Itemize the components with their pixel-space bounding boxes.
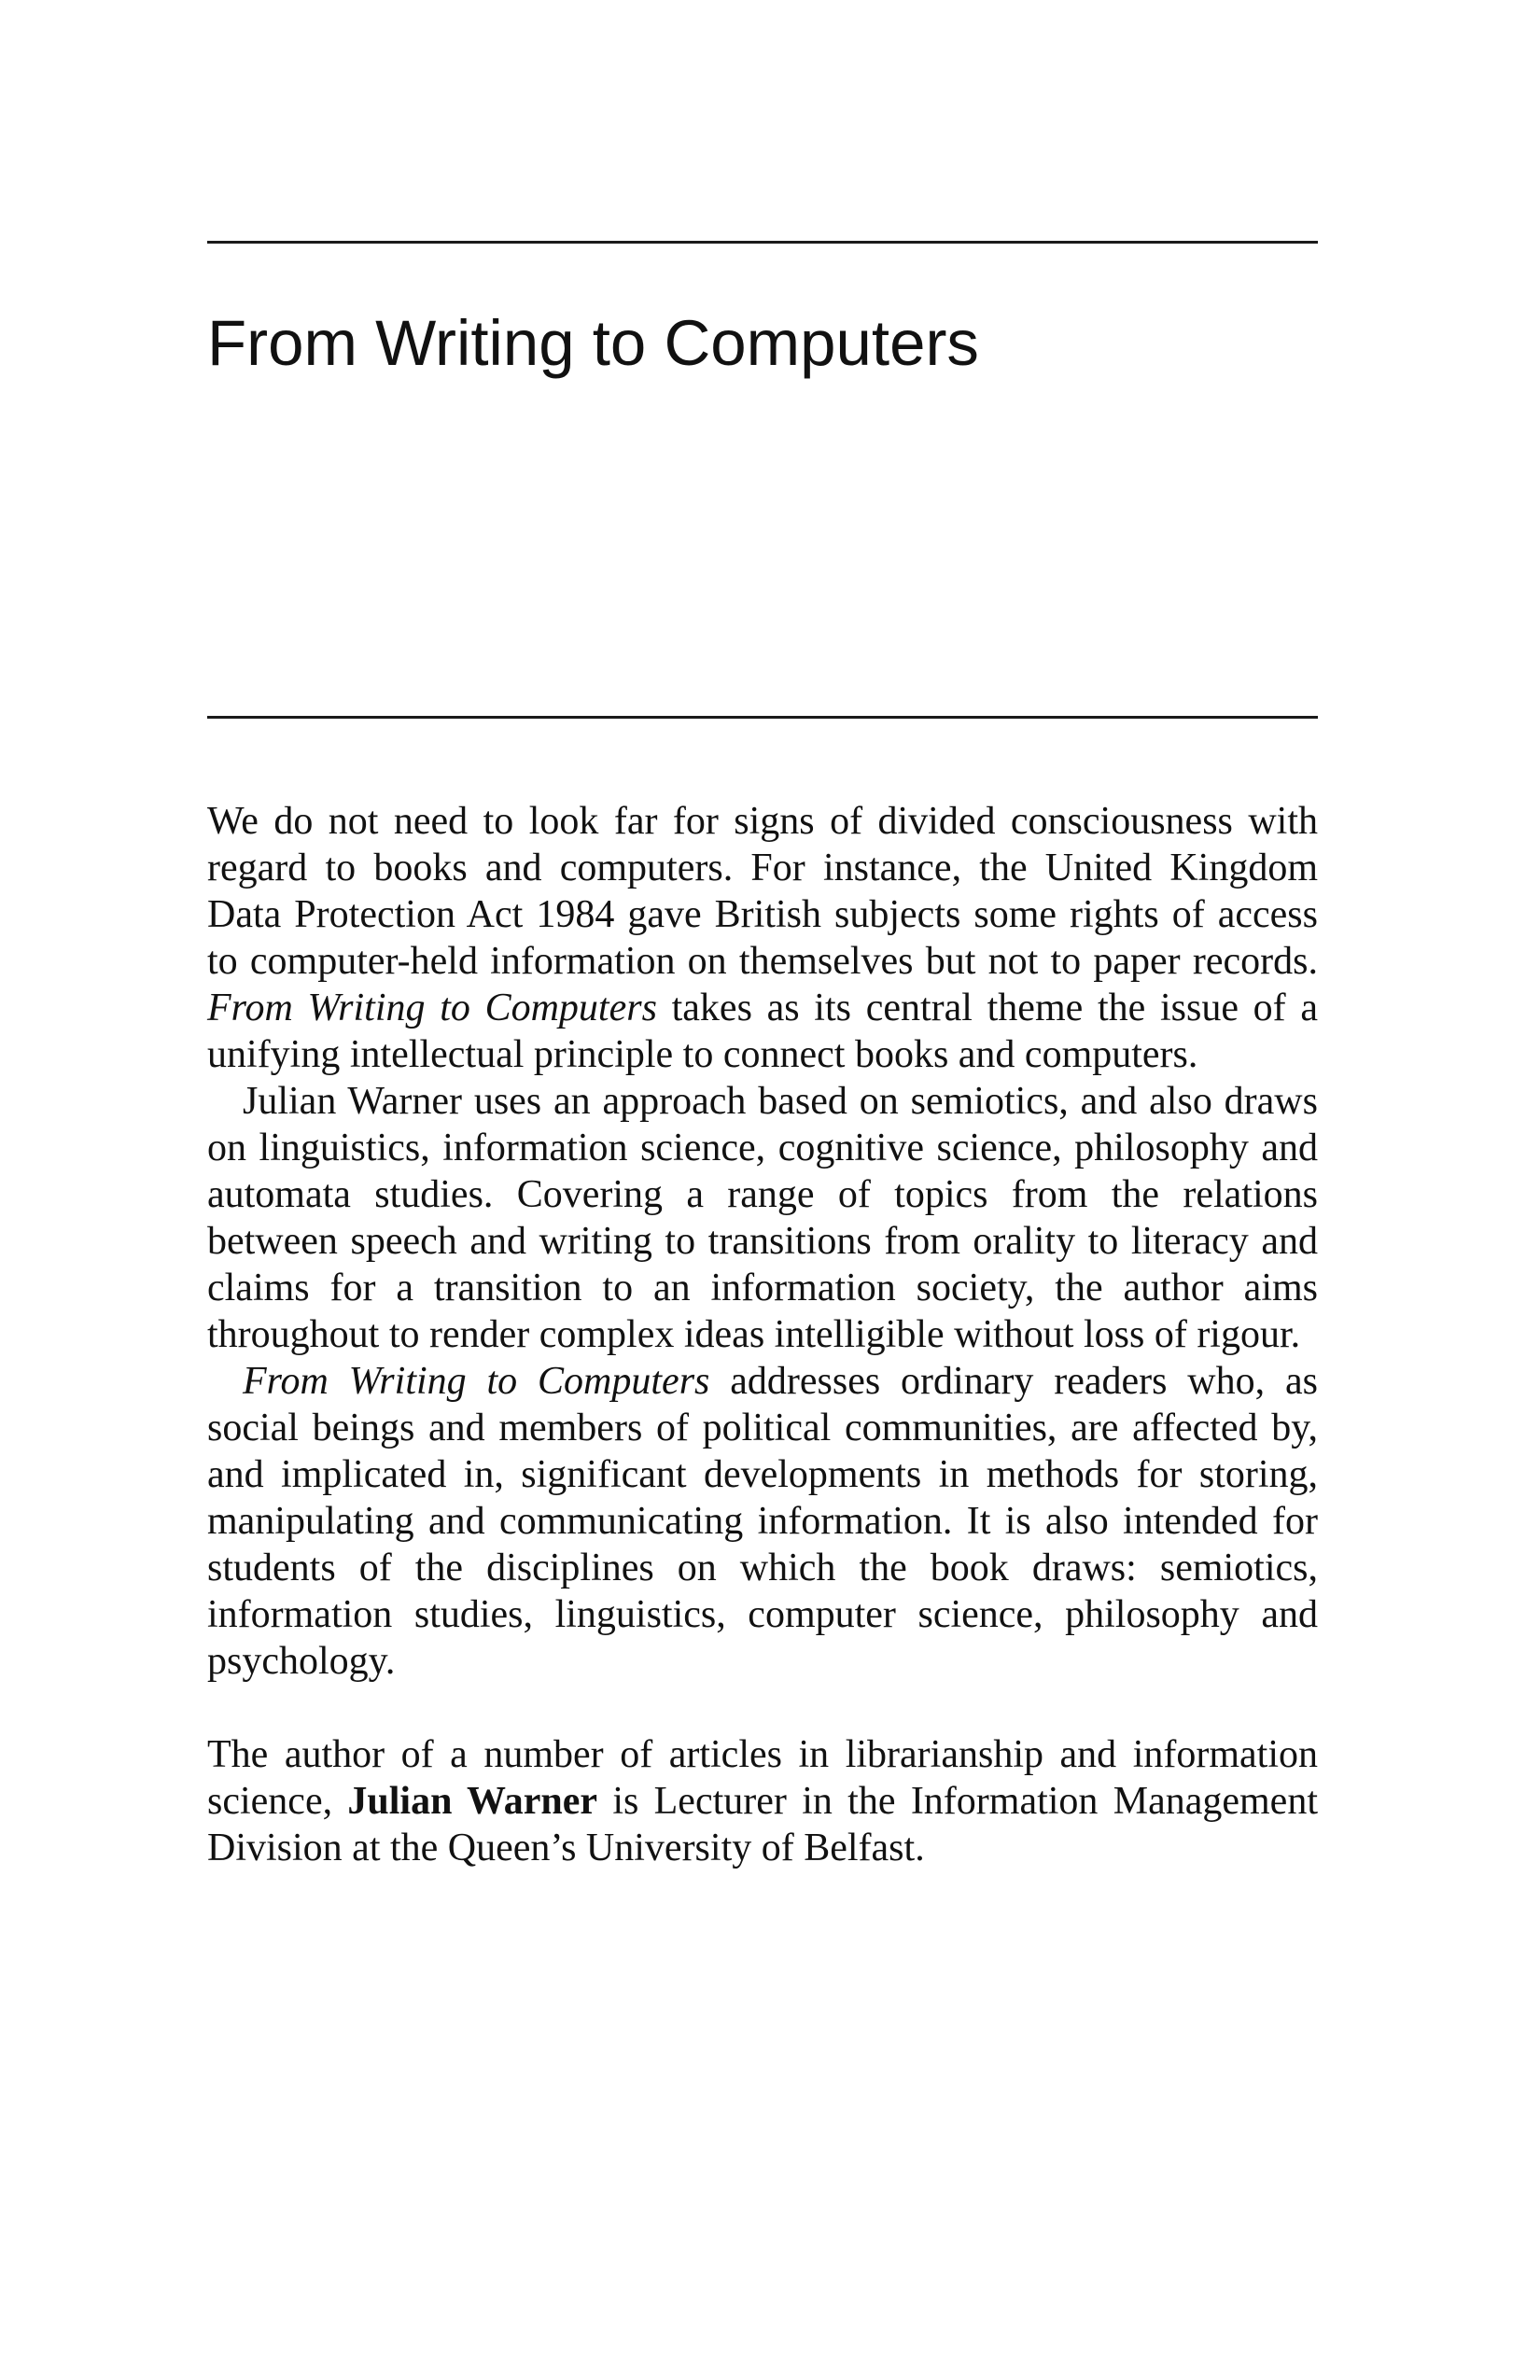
author-text-after: is Lecturer in the Information Management Division at the Queen’s University of Belfast. (207, 1780, 1318, 1869)
audience-book-title: From Writing to Computers (243, 1360, 710, 1403)
paragraph-approach (207, 1078, 1318, 1358)
intro-book-title: From Writing to Computers (207, 987, 657, 1029)
intro-text-after: takes as its central theme the issue of a unifying intellectual principle to connect books and computers. (207, 987, 1319, 1076)
audience-text-after: addresses ordinary readers who, as social beings and members of political communities, are affected by, and implicated in, significant developments in methods for storing, manipulating and communicating information. It is also intended for students of the disciplines on which the book draws: semiotics, information studies, linguistics, computer science, philosophy and psychology. (207, 1360, 1318, 1683)
paragraph-intro (207, 798, 1318, 1078)
top-rule (207, 241, 1318, 244)
page-title: From Writing to Computers (207, 307, 979, 379)
paragraph-audience (207, 1358, 1318, 1685)
author-name: Julian Warner (347, 1780, 597, 1823)
intro-text-before: We do not need to look far for signs of divided consciousness with regard to books and computers. For instance, the United Kingdom Data Protection Act 1984 gave British subjects some rights of access to computer-held information on themselves but not to paper records. (207, 800, 1318, 983)
bottom-rule (207, 716, 1318, 719)
author-note (207, 1731, 1318, 1871)
blurb-text (207, 798, 1318, 1871)
approach-text: Julian Warner uses an approach based on semiotics, and also draws on linguistics, information science, cognitive science, philosophy and automata studies. Covering a range of topics from the relations between speech and writing to transitions from orality to literacy and claims for a transition to an information society, the author aims throughout to render complex ideas intelligible without loss of rigour. (207, 1080, 1318, 1356)
author-text-before: The author of a number of articles in librarianship and information science, (207, 1733, 1318, 1823)
